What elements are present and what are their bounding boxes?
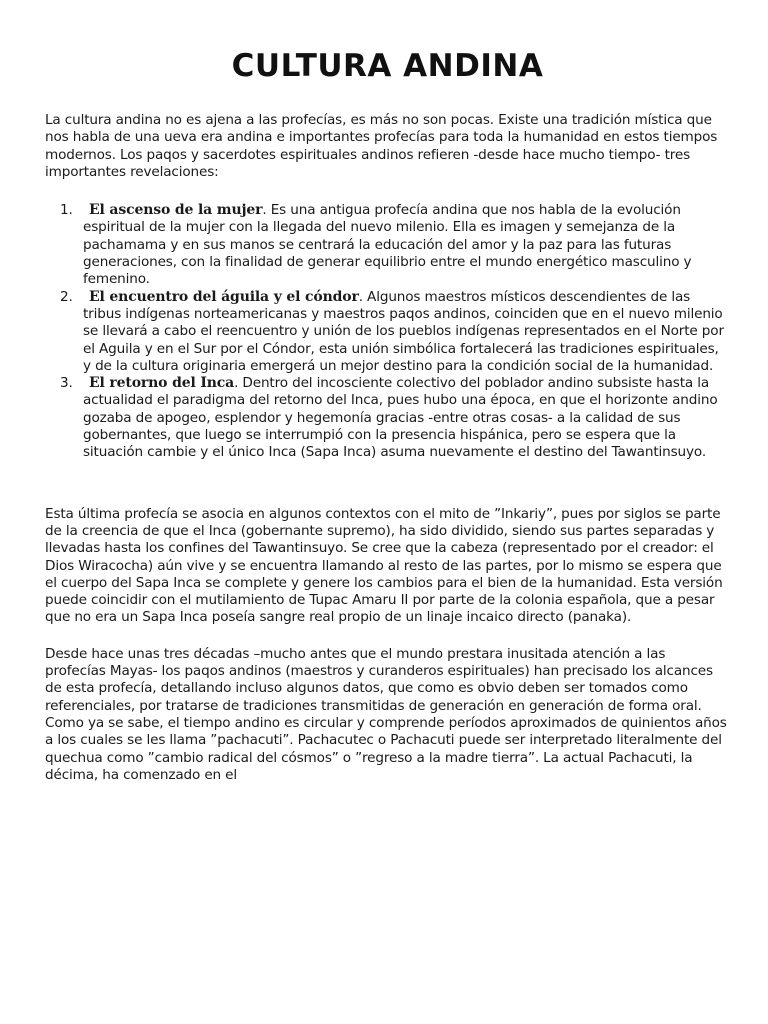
list-item-heading: El ascenso de la mujer bbox=[89, 202, 263, 219]
pachacuti-paragraph: Desde hace unas tres décadas –mucho antes que el mundo prestara inusitada atención a las profecías Mayas- los paqos andinos (maestros y curanderos espirituales) han precisado los alcances de esta profecía, detallando incluso algunos datos, que como es obvio deben ser tomados como referenciales, por tratarse de tradiciones transmitidas de generación en generación de forma oral. Como ya se sabe, el tiempo andino es circular y comprende períodos aproximados de quinientos años a los cuales se les llama ”pachacuti”. Pachacutec o Pachacuti puede ser interpretado literalmente del quechua como ”cambio radical del cósmos” o ”regreso a la madre tierra”. La actual Pachacuti, la décima, ha comenzado en el bbox=[45, 645, 727, 783]
list-number: 3. bbox=[60, 375, 73, 392]
list-item bbox=[45, 289, 730, 375]
document-page bbox=[45, 44, 730, 784]
intro-paragraph: La cultura andina no es ajena a las profecías, es más no son pocas. Existe una tradición mística que nos habla de una ueva era andina e importantes profecías para toda la humanidad en estos tiempos modernos. Los paqos y sacerdotes espirituales andinos refieren -desde hace mucho tiempo- tres importantes revelaciones: bbox=[45, 112, 718, 180]
list-item-text: . Es una antigua profecía andina que nos habla de la evolución espiritual de la mujer con la llegada del nuevo milenio. Ella es imagen y semejanza de la pachamama y en sus manos se centrará la educación del amor y la paz para las futuras generaciones, con la finalidad de generar equilibrio entre el mundo energético masculino y femenino. bbox=[83, 202, 692, 288]
list-item-text: . Algunos maestros místicos descendientes de las tribus indígenas norteamericanas y maestros paqos andinos, coinciden que en el nuevo milenio se llevará a cabo el reencuentro y unión de los pueblos indígenas representados en el Norte por el Aguila y en el Sur por el Cóndor, esta unión simbólica fortalecerá las tradiciones espirituales, y de la cultura originaria emergerá un mejor destino para la condición social de la humanidad. bbox=[83, 288, 724, 374]
list-number: 1. bbox=[60, 202, 73, 219]
inkariy-paragraph: Esta última profecía se asocia en algunos contextos con el mito de ”Inkariy”, pues por siglos se parte de la creencia de que el Inca (gobernante supremo), ha sido dividido, siendo sus partes separadas y llevadas hasta los confines del Tawantinsuyo. Se cree que la cabeza (representado por el creador: el Dios Wiracocha) aún vive y se encuentra llamando al resto de las partes, por lo mismo se espera que el cuerpo del Sapa Inca se complete y genere los cambios para el bien de la humanidad. Esta versión puede coincidir con el mutilamiento de Tupac Amaru II por parte de la colonia española, que a pesar que no era un Sapa Inca poseía sangre real propio de un linaje incaico directo (panaka). bbox=[45, 505, 723, 626]
prophecy-list bbox=[45, 202, 730, 461]
list-number: 2. bbox=[60, 288, 73, 305]
list-item-text: . Dentro del incosciente colectivo del poblador andino subsiste hasta la actualidad el paradigma del retorno del Inca, pues hubo una época, en que el horizonte andino gozaba de apogeo, esplendor y hegemonía gracias -entre otras cosas- a la calidad de sus gobernantes, que luego se interrumpió con la presencia hispánica, pero se espera que la situación cambie y el único Inca (Sapa Inca) asuma nuevamente el destino del Tawantinsuyo. bbox=[83, 375, 718, 461]
list-item-heading: El encuentro del águila y el cóndor bbox=[89, 288, 359, 305]
document-title: CULTURA ANDINA bbox=[231, 48, 544, 84]
list-item bbox=[45, 202, 730, 288]
list-item bbox=[45, 375, 730, 461]
list-item-heading: El retorno del Inca bbox=[89, 375, 235, 392]
